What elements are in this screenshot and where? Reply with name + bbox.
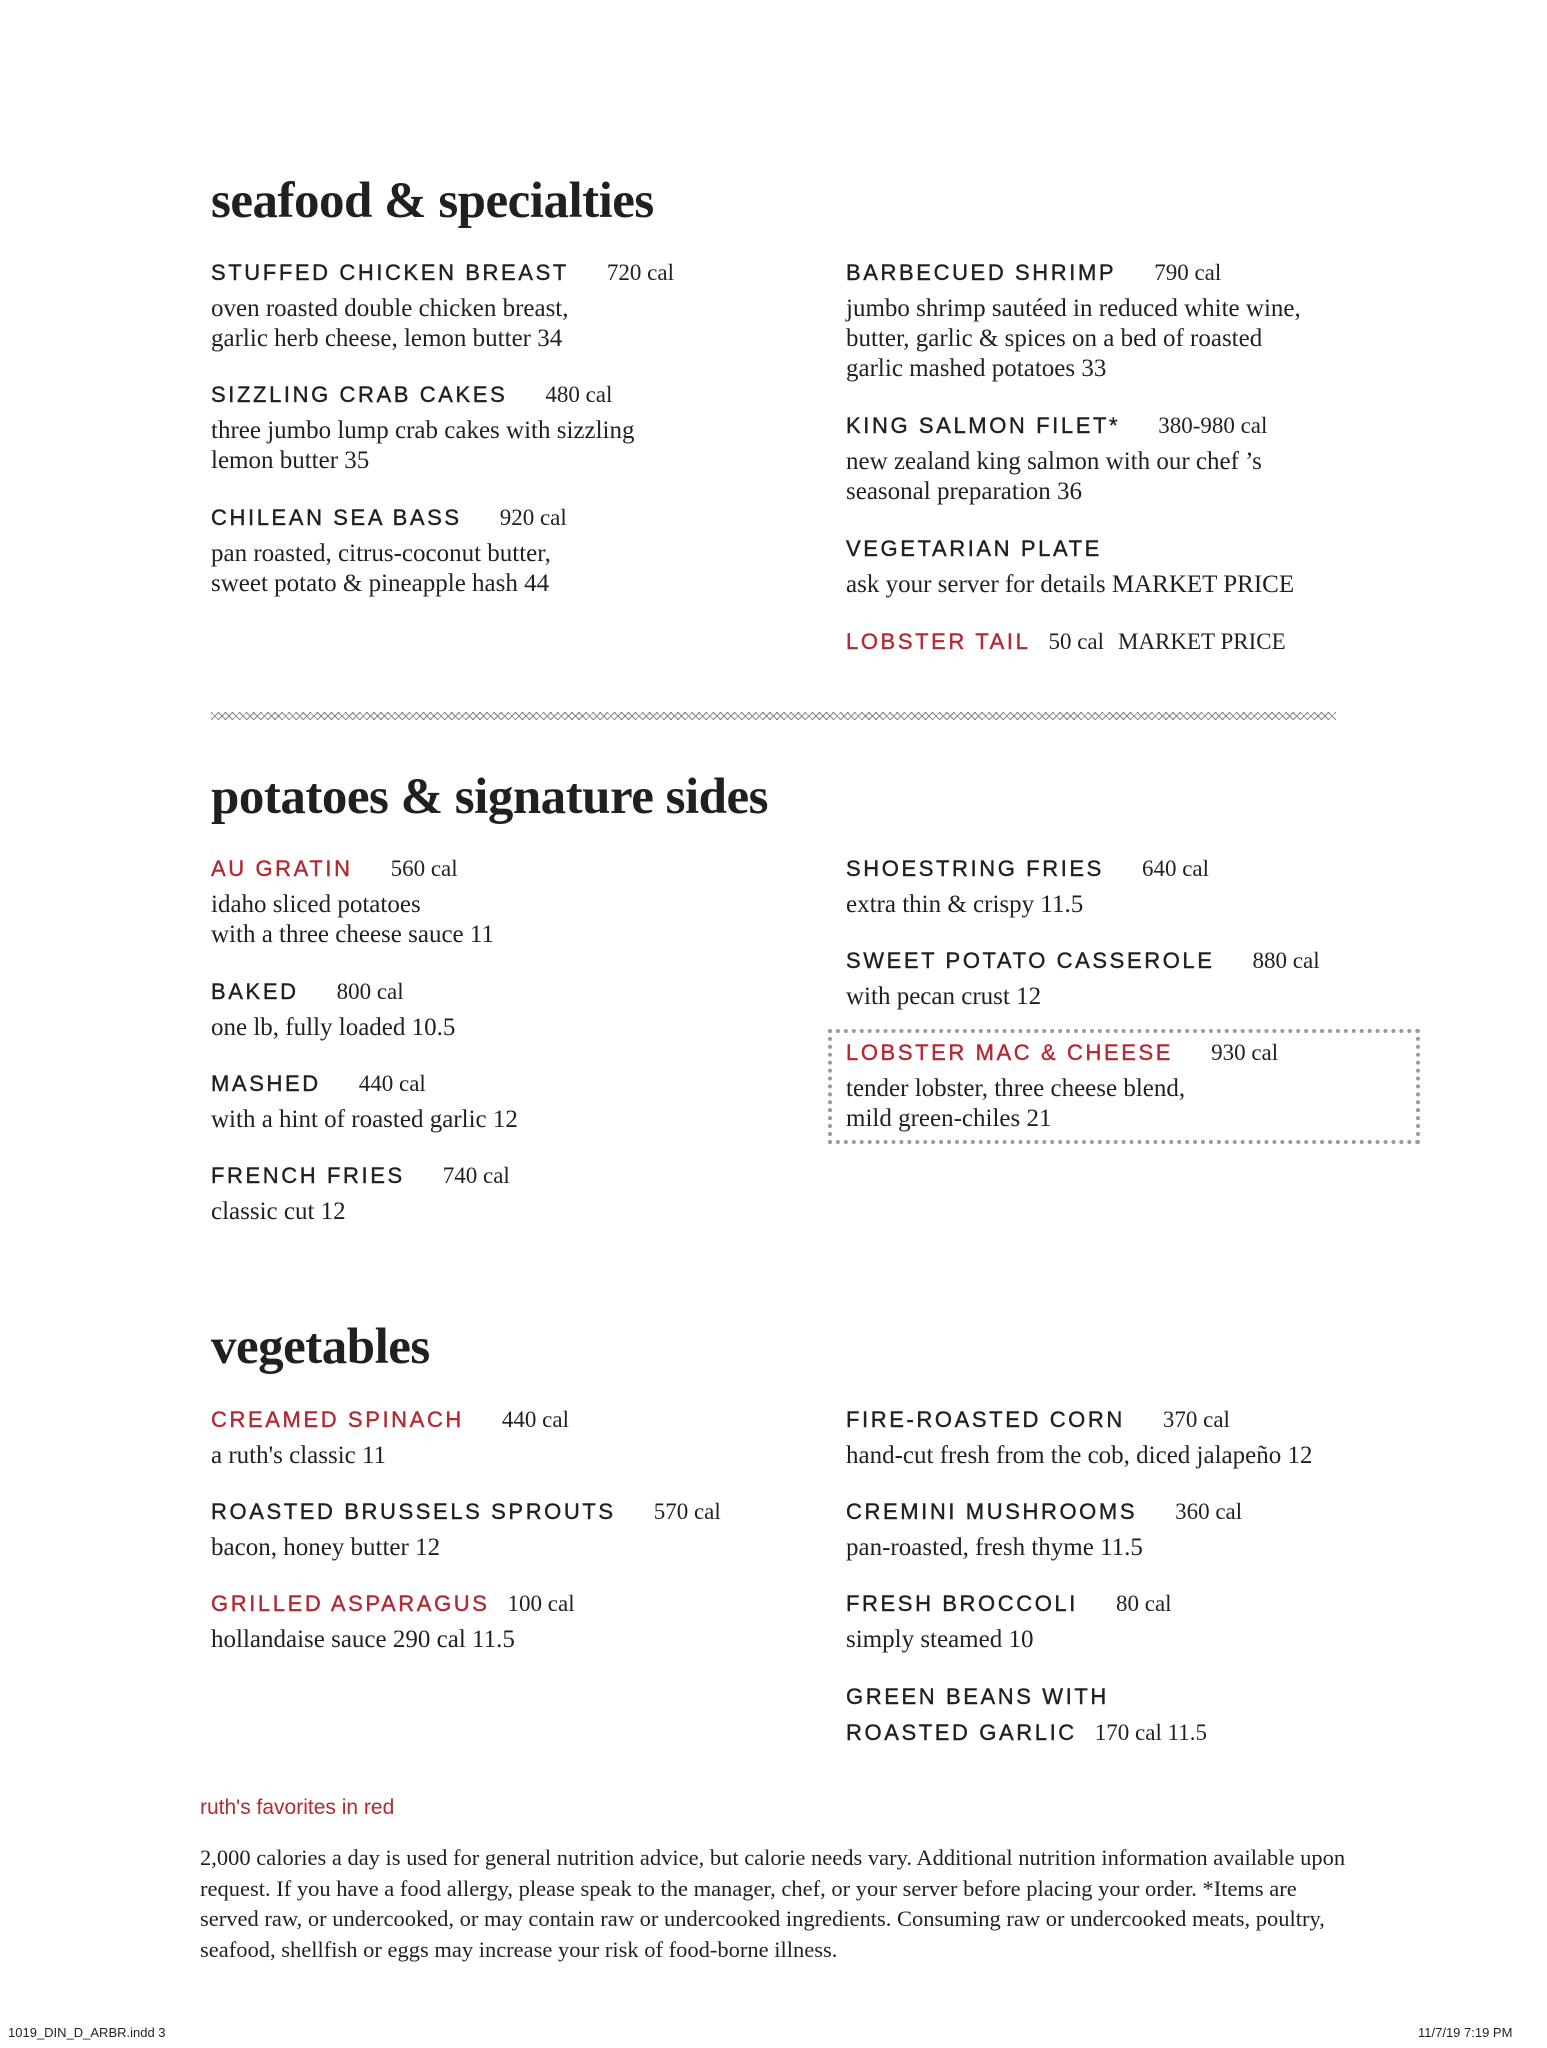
- item-description: hollandaise sauce 290 cal 11.5: [211, 1626, 515, 1653]
- item-description: oven roasted double chicken breast, garlic herb cheese, lemon butter 34: [211, 295, 569, 352]
- menu-item-shoestring-fries: [846, 854, 1209, 920]
- menu-item-stuffed-chicken-breast: [211, 258, 674, 354]
- menu-item-sweet-potato-casserole: [846, 946, 1320, 1012]
- item-description: new zealand king salmon with our chef ’s seasonal preparation 36: [846, 448, 1262, 505]
- menu-item-fresh-broccoli: [846, 1589, 1172, 1655]
- item-calories: 570 cal: [653, 1499, 721, 1524]
- item-name: SWEET POTATO CASSEROLE: [846, 948, 1215, 973]
- menu-item-sizzling-crab-cakes: [211, 380, 635, 476]
- item-description: bacon, honey butter 12: [211, 1534, 441, 1561]
- item-calories: 360 cal: [1175, 1499, 1243, 1524]
- item-name: VEGETARIAN PLATE: [846, 536, 1102, 561]
- menu-item-king-salmon-filet: [846, 411, 1267, 507]
- item-description: extra thin & crispy 11.5: [846, 891, 1084, 918]
- item-description: three jumbo lump crab cakes with sizzling lemon butter 35: [211, 417, 635, 474]
- item-calories: 440 cal: [501, 1407, 569, 1432]
- menu-item-au-gratin: [211, 854, 494, 950]
- item-description: with pecan crust 12: [846, 983, 1042, 1010]
- item-description: tender lobster, three cheese blend, mild green-chiles 21: [846, 1075, 1186, 1132]
- section-title-sides: potatoes & signature sides: [211, 769, 768, 825]
- item-calories: 560 cal: [390, 856, 458, 881]
- item-description: one lb, fully loaded 10.5: [211, 1014, 456, 1041]
- item-description: hand-cut fresh from the cob, diced jalapeño 12: [846, 1442, 1313, 1469]
- item-calories: 740 cal: [442, 1163, 510, 1188]
- item-calories: 920 cal: [499, 505, 567, 530]
- item-name-line-2: ROASTED GARLIC: [846, 1720, 1077, 1745]
- menu-item-grilled-asparagus: [211, 1589, 575, 1655]
- item-price: MARKET PRICE: [1118, 629, 1286, 654]
- item-description: idaho sliced potatoes with a three cheese sauce 11: [211, 891, 494, 948]
- item-description: ask your server for details MARKET PRICE: [846, 571, 1295, 598]
- item-calories: 380-980 cal: [1158, 413, 1268, 438]
- item-name: SIZZLING CRAB CAKES: [211, 382, 508, 407]
- menu-item-roasted-brussels-sprouts: [211, 1497, 721, 1563]
- item-description: jumbo shrimp sautéed in reduced white wine, butter, garlic & spices on a bed of roasted garlic mashed potatoes 33: [846, 295, 1301, 382]
- item-calories: 640 cal: [1141, 856, 1210, 881]
- menu-item-french-fries: [211, 1161, 510, 1227]
- menu-item-barbecued-shrimp: [846, 258, 1301, 384]
- item-name: LOBSTER MAC & CHEESE: [846, 1040, 1174, 1065]
- section-title-seafood: seafood & specialties: [211, 173, 654, 229]
- menu-item-vegetarian-plate: [846, 534, 1294, 600]
- item-description: classic cut 12: [211, 1198, 346, 1225]
- item-name: CHILEAN SEA BASS: [211, 505, 462, 530]
- item-calories-price: 170 cal 11.5: [1094, 1720, 1207, 1745]
- menu-item-fire-roasted-corn: [846, 1405, 1313, 1471]
- item-calories: 50 cal: [1048, 629, 1104, 654]
- item-name: GRILLED ASPARAGUS: [211, 1591, 490, 1616]
- item-calories: 800 cal: [336, 979, 404, 1004]
- item-name: STUFFED CHICKEN BREAST: [211, 260, 569, 285]
- item-name: CREAMED SPINACH: [211, 1407, 464, 1432]
- item-calories: 790 cal: [1154, 260, 1222, 285]
- item-calories: 930 cal: [1211, 1040, 1279, 1065]
- item-calories: 720 cal: [606, 260, 674, 285]
- menu-item-baked: [211, 977, 455, 1043]
- item-calories: 480 cal: [545, 382, 613, 407]
- print-slug-filename: 1019_DIN_D_ARBR.indd 3: [8, 2025, 166, 2040]
- nutrition-disclaimer: 2,000 calories a day is used for general nutrition advice, but calorie needs vary. Additional nutrition information available upon request. If you have a food allergy, please speak to the manager, chef, or your server before placing your order. *Items are served raw, or undercooked, or may contain raw or undercooked ingredients. Consuming raw or undercooked meats, poultry, seafood, shellfish or eggs may increase your risk of food-borne illness.: [200, 1845, 1346, 1962]
- item-name: GREEN BEANS WITH: [846, 1684, 1109, 1709]
- item-name: ROASTED BRUSSELS SPROUTS: [211, 1499, 616, 1524]
- item-calories: 880 cal: [1252, 948, 1320, 973]
- menu-item-lobster-tail: [846, 627, 1286, 657]
- item-description: a ruth's classic 11: [211, 1442, 387, 1469]
- menu-item-creamed-spinach: [211, 1405, 569, 1471]
- print-slug-datetime: 11/7/19 7:19 PM: [1418, 2025, 1513, 2040]
- item-name: BARBECUED SHRIMP: [846, 260, 1117, 285]
- item-name: MASHED: [211, 1071, 321, 1096]
- section-divider: [211, 712, 1336, 720]
- item-description: simply steamed 10: [846, 1626, 1034, 1653]
- item-name: BAKED: [211, 979, 299, 1004]
- favorites-note: ruth's favorites in red: [200, 1796, 395, 1819]
- item-name: AU GRATIN: [211, 856, 353, 881]
- item-description: pan-roasted, fresh thyme 11.5: [846, 1534, 1143, 1561]
- item-name: CREMINI MUSHROOMS: [846, 1499, 1138, 1524]
- section-title-vegetables: vegetables: [211, 1319, 430, 1375]
- menu-item-mashed: [211, 1069, 518, 1135]
- item-calories: 100 cal: [507, 1591, 575, 1616]
- item-calories: 370 cal: [1162, 1407, 1230, 1432]
- item-description: with a hint of roasted garlic 12: [211, 1106, 518, 1133]
- item-name: FRENCH FRIES: [211, 1163, 405, 1188]
- item-description: pan roasted, citrus-coconut butter, sweet potato & pineapple hash 44: [211, 540, 551, 597]
- item-name: FRESH BROCCOLI: [846, 1591, 1078, 1616]
- menu-item-chilean-sea-bass: [211, 503, 567, 599]
- item-name: FIRE-ROASTED CORN: [846, 1407, 1125, 1432]
- menu-item-lobster-mac-and-cheese: [846, 1038, 1278, 1134]
- menu-item-green-beans-with-roasted-garlic: [846, 1682, 1207, 1748]
- item-name: LOBSTER TAIL: [846, 629, 1031, 654]
- item-name: KING SALMON FILET*: [846, 413, 1121, 438]
- item-name: SHOESTRING FRIES: [846, 856, 1104, 881]
- item-calories: 440 cal: [358, 1071, 426, 1096]
- item-calories: 80 cal: [1115, 1591, 1172, 1616]
- menu-item-cremini-mushrooms: [846, 1497, 1242, 1563]
